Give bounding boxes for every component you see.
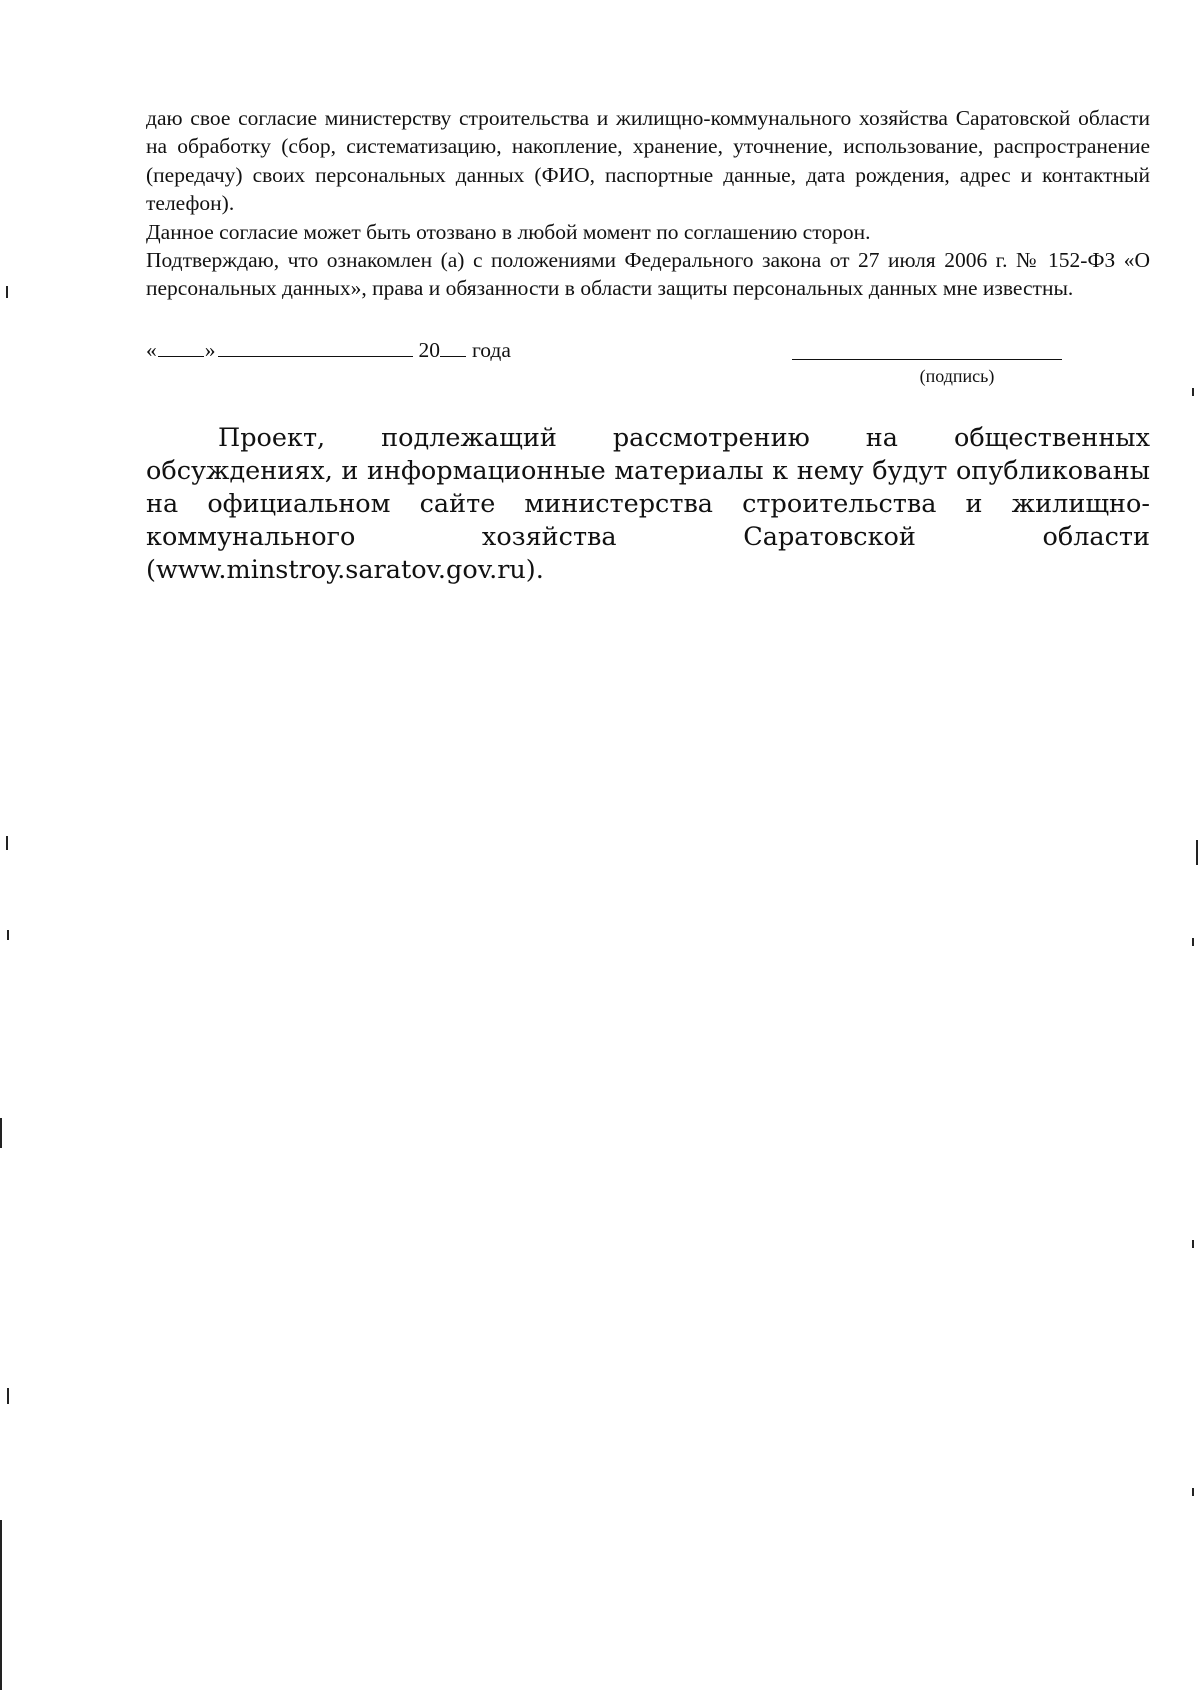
scan-edge-mark [0,1118,2,1148]
year-suffix: года [472,338,511,362]
consent-paragraph-2: Данное согласие может быть отозвано в любой момент по соглашению сторон. [146,219,871,244]
publication-notice: Проект, подлежащий рассмотрению на общественных обсуждениях, и информационные материалы к нему будут опубликованы на официальном сайте министерства строительства и жилищно-коммунального хозяйства Саратовской области (www.minstroy.saratov.gov.ru). [146,423,1150,585]
year-prefix: 20 [418,338,440,362]
scan-edge-mark [6,836,8,850]
date-open-quote: « [146,338,157,362]
scan-edge-mark [1196,840,1198,865]
scan-edge-mark [7,1388,9,1404]
scan-edge-mark [6,286,8,298]
signature-line [792,359,1062,360]
scan-edge-mark [1192,388,1194,396]
consent-paragraph-3: Подтверждаю, что ознакомлен (а) с положениями Федерального закона от 27 июля 2006 г. № 152-ФЗ «О персональных данных», права и обязанности в области защиты персональных данных мне известны. [146,248,1150,301]
scan-edge-mark [7,930,9,940]
date-line [146,335,706,365]
consent-paragraph-1: даю свое согласие министерству строительства и жилищно-коммунального хозяйства Саратовской области на обработку (сбор, систематизацию, накопление, хранение, уточнение, использование, распространение (передачу) своих персональных данных (ФИО, паспортные данные, дата рождения, адрес и контактный телефон). [146,106,1150,216]
day-blank [158,336,204,357]
month-blank [218,336,413,357]
scan-edge-mark [0,1520,2,1690]
signature-caption: (подпись) [919,366,995,386]
scan-edge-mark [1192,1240,1194,1248]
scan-edge-mark [1192,938,1194,946]
year-blank [440,336,466,357]
scan-edge-mark [1192,1488,1194,1496]
date-close-quote: » [204,338,216,362]
consent-text-block [146,104,1150,303]
